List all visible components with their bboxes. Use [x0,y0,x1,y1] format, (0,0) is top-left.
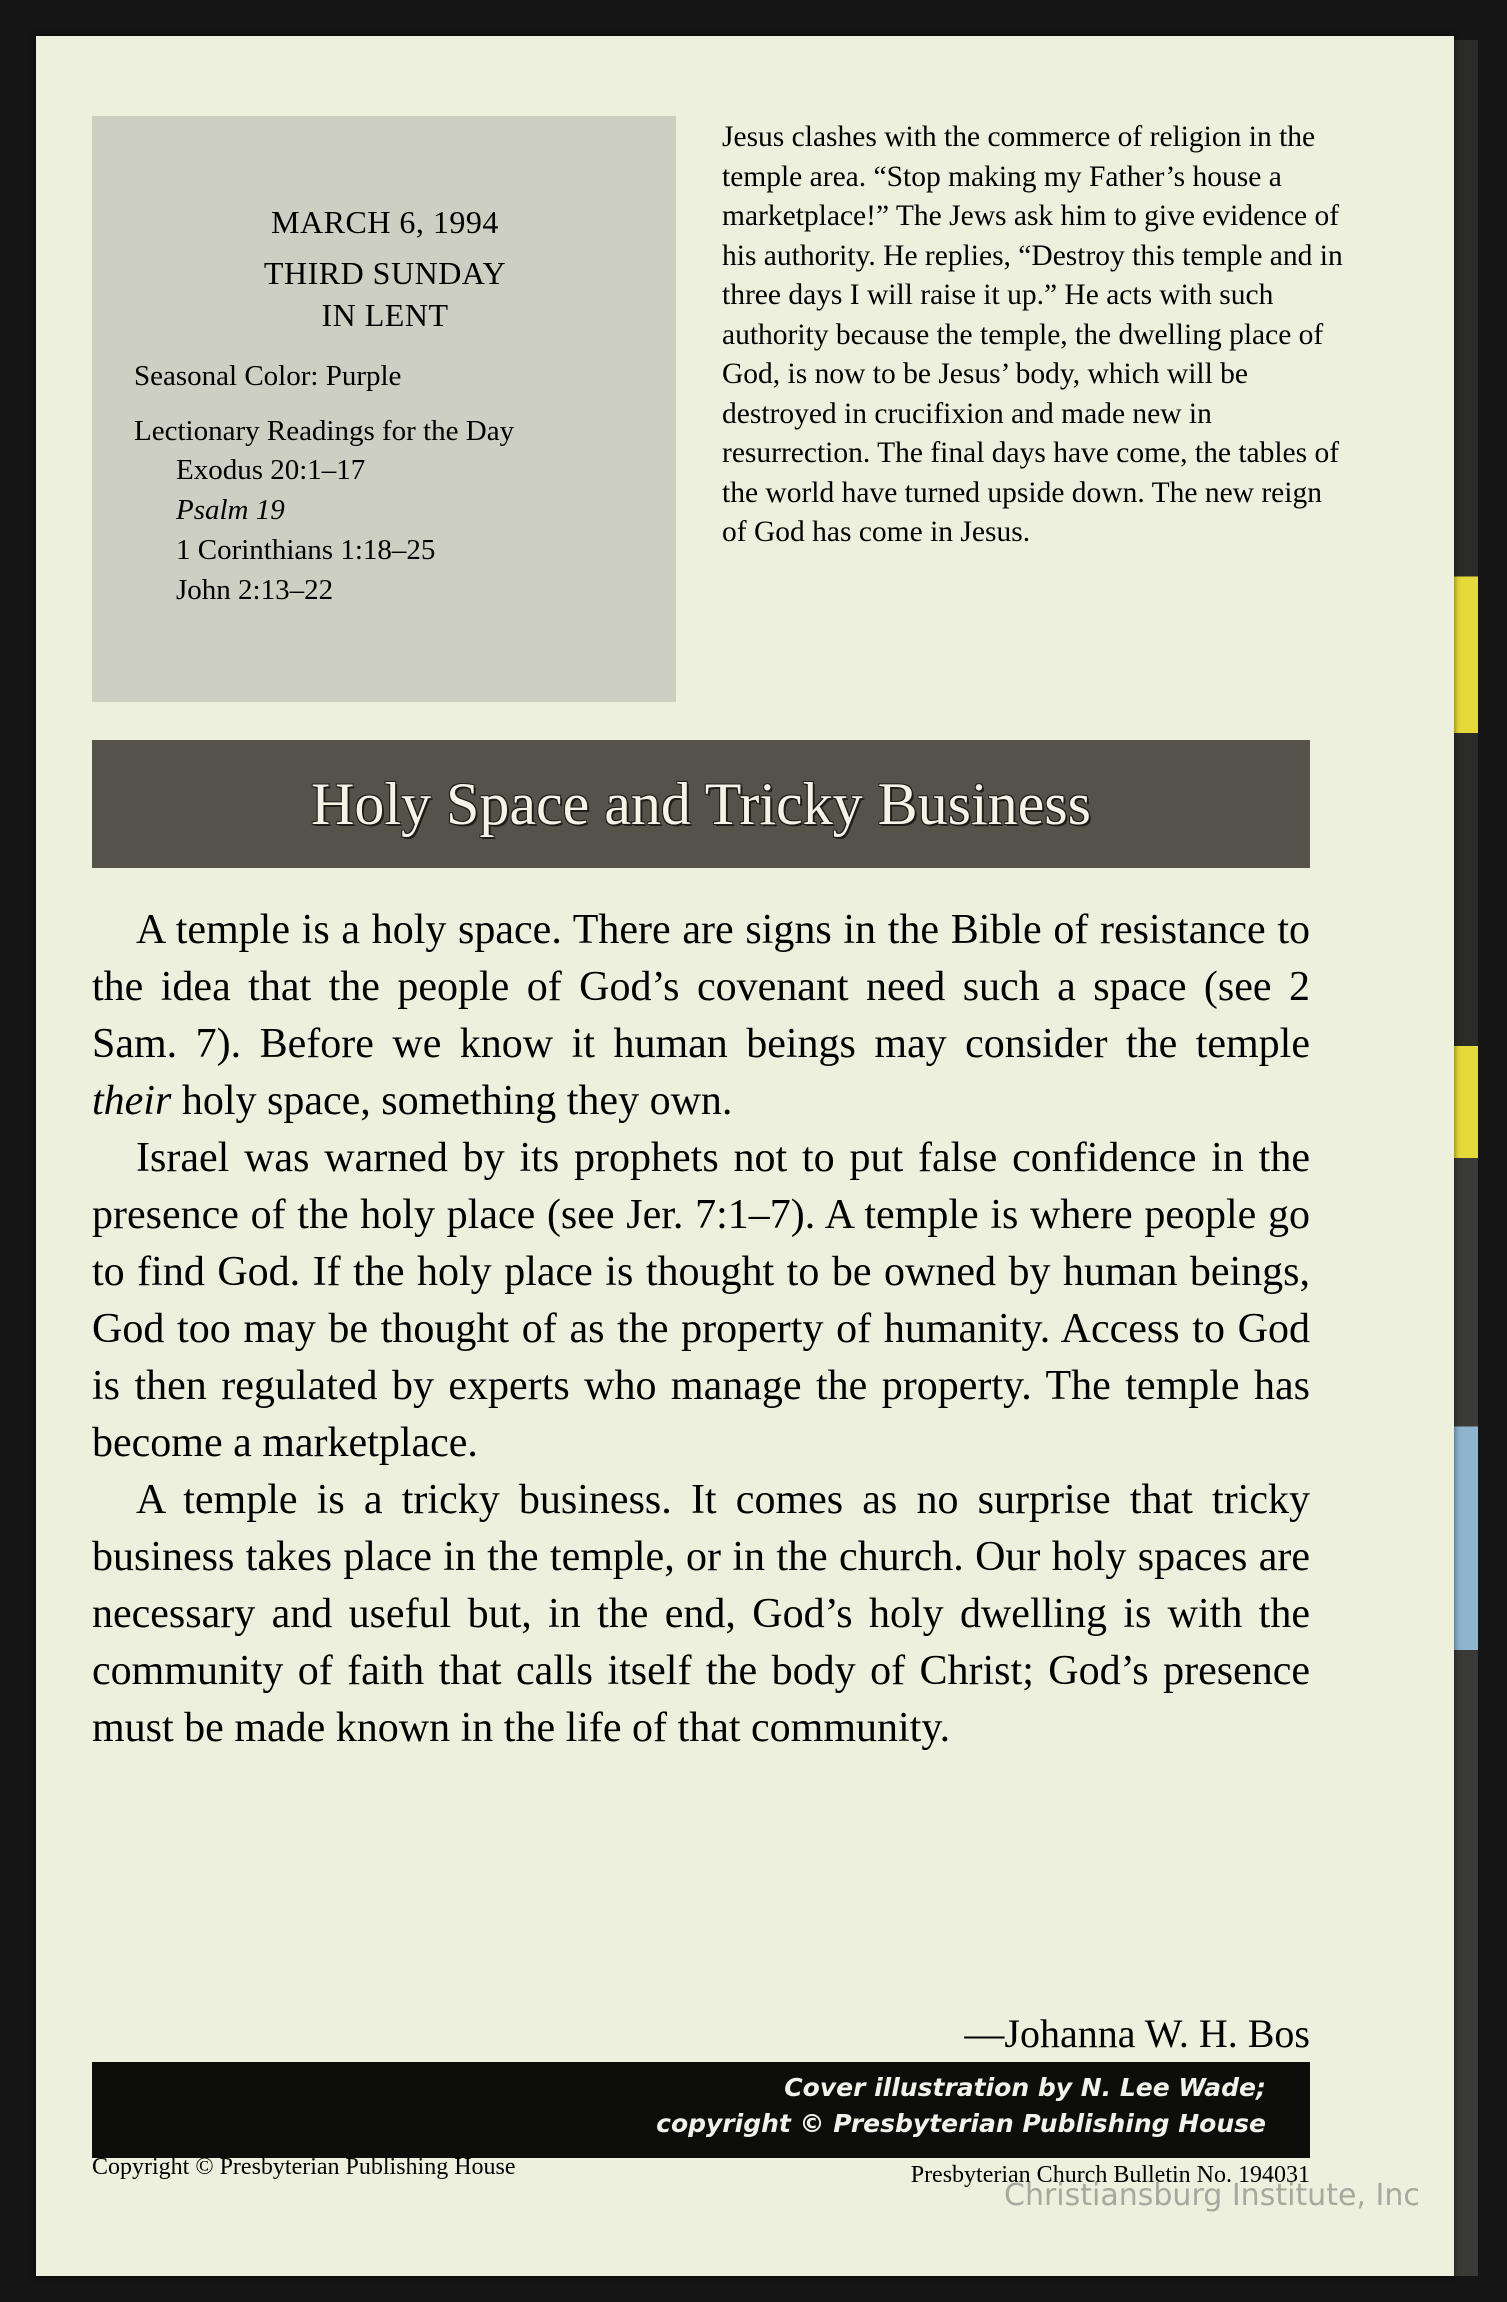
reading-item: Psalm 19 [176,494,285,526]
body-paragraph: Israel was warned by its prophets not to put false confidence in the presence of the holy place (see Jer. 7:1–7). A temple is where people go to find God. If the holy place is thought to be owned by human beings, God too may be thought of as the property of humanity. Access to God is then regulated by experts who manage the property. The temple has become a marketplace. [92,1135,1310,1466]
booklet-spine-edge [1454,40,1478,2276]
reading-list [134,450,636,610]
author-signature: —Johanna W. H. Bos [964,2011,1310,2056]
credit-line: Cover illustration by N. Lee Wade; [784,2073,1266,2102]
title-band [92,740,1310,868]
reading-item: 1 Corinthians 1:18–25 [176,534,436,566]
reading-item: Exodus 20:1–17 [176,454,366,486]
lectionary-title: Lectionary Readings for the Day [134,415,515,447]
seasonal-color: Seasonal Color: Purple [134,360,402,392]
article-body [92,902,1310,1757]
intro-paragraph: Jesus clashes with the commerce of religion in the temple area. “Stop making my Father’s house a marketplace!” The Jews ask him to give evidence of his authority. He replies, “Destroy this temple and in three days I will raise it up.” He acts with such authority because the temple, the dwelling place of God, is now to be Jesus’ body, which will be destroyed in crucifixion and made new in resurrection. The final days have come, the tables of the world have turned upside down. The new reign of God has come in Jesus. [722,121,1343,548]
body-paragraph: A temple is a tricky business. It comes as no surprise that tricky business takes place in the temple, or in the church. Our holy spaces are necessary and useful but, in the end, God’s holy dwelling is with the community of faith that calls itself the body of Christ; God’s presence must be made known in the life of that community. [92,1477,1310,1751]
info-box [92,116,676,702]
body-paragraph: A temple is a holy space. There are signs in the Bible of resistance to the idea that the people of God’s covenant need such a space (see 2 Sam. 7). Before we know it human beings may consider the temple their holy space, something they own. [92,907,1310,1124]
article-title: Holy Space and Tricky Business [311,770,1091,837]
watermark: Christiansburg Institute, Inc [1004,2178,1420,2213]
credit-line: copyright © Presbyterian Publishing House [656,2109,1266,2138]
footer-copyright: Copyright © Presbyterian Publishing House [92,2154,516,2180]
reading-item: John 2:13–22 [176,574,334,606]
cover-credit-band [92,2062,1310,2158]
service-date: MARCH 6, 1994 [271,204,499,240]
liturgical-day: THIRD SUNDAY IN LENT [263,255,507,333]
footer-bulletin-number: Presbyterian Church Bulletin No. 194031 [910,2162,1310,2188]
